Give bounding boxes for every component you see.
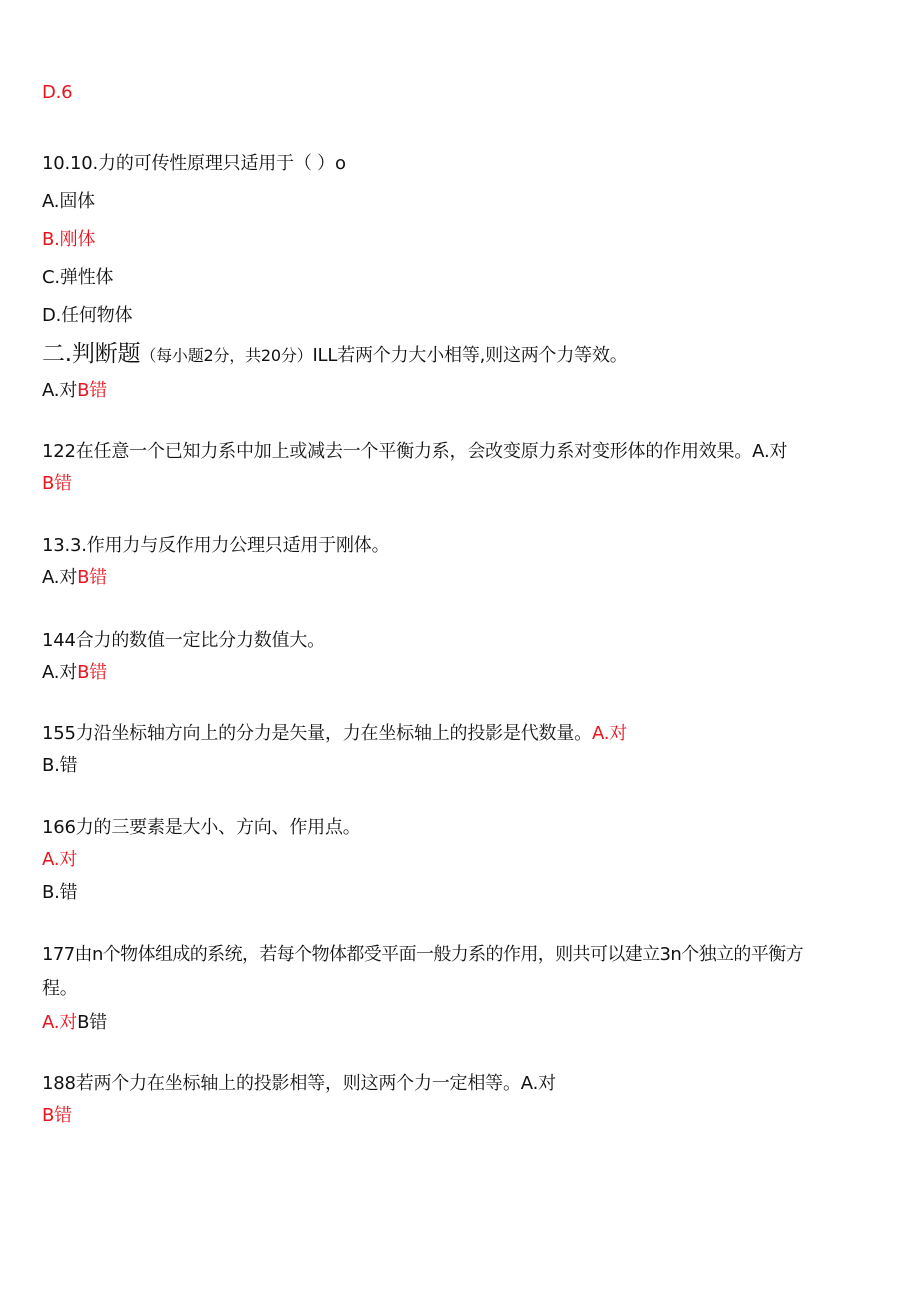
q10-option-b: B.刚体 — [42, 229, 96, 250]
q15-stem-line — [42, 721, 627, 747]
q12-option-b: B错 — [42, 473, 72, 494]
section-note: （每小题2分，共20分） — [140, 346, 313, 365]
section-heading-line — [42, 341, 628, 369]
q11-option-b: B错 — [77, 380, 108, 401]
q11-option-a: A.对 — [42, 380, 78, 401]
q10-stem: 10.10.力的可传性原理只适用于（ ）o — [42, 153, 346, 174]
q10-option-a: A.固体 — [42, 191, 95, 212]
q18-stem-line — [42, 1071, 556, 1097]
q13-stem: 13.3.作用力与反作用力公理只适用于刚体。 — [42, 535, 390, 556]
q18-option-b: B错 — [42, 1105, 72, 1126]
q16-stem: 166力的三要素是大小、方向、作用点。 — [42, 817, 361, 838]
q15-stem: 155力沿坐标轴方向上的分力是矢量，力在坐标轴上的投影是代数量。 — [42, 723, 592, 744]
q17-option-a: A.对 — [42, 1012, 78, 1033]
q15-option-b: B.错 — [42, 755, 78, 776]
q13-option-a: A.对 — [42, 567, 78, 588]
q16-option-b: B.错 — [42, 882, 78, 903]
q17-stem-line2: 程。 — [42, 978, 78, 999]
q14-option-b: B错 — [77, 662, 108, 683]
q16-option-a: A.对 — [42, 849, 78, 870]
q14-option-a: A.对 — [42, 662, 78, 683]
q18-stem: 188若两个力在坐标轴上的投影相等，则这两个力一定相等。 — [42, 1073, 521, 1094]
q12-option-a: A.对 — [752, 441, 788, 462]
q11-options — [42, 378, 107, 404]
q17-stem-line1: 177由n个物体组成的系统，若每个物体都受平面一般力系的作用，则共可以建立3n个独立的平衡方 — [42, 944, 804, 965]
q13-option-b: B错 — [77, 567, 108, 588]
q12-stem-line — [42, 439, 787, 465]
q14-stem: 144合力的数值一定比分力数值大。 — [42, 630, 325, 651]
q18-option-a: A.对 — [520, 1073, 556, 1094]
q17-options — [42, 1010, 107, 1036]
section-title: 二.判断题 — [42, 341, 141, 367]
q14-options — [42, 660, 107, 686]
q17-option-b: B错 — [77, 1012, 108, 1033]
q10-option-d: D.任何物体 — [42, 305, 133, 326]
q12-stem: 122在任意一个已知力系中加上或减去一个平衡力系，会改变原力系对变形体的作用效果。 — [42, 441, 753, 462]
q10-option-c: C.弹性体 — [42, 267, 114, 288]
q13-options — [42, 565, 107, 591]
q15-option-a: A.对 — [591, 723, 628, 744]
q9-option-d: D.6 — [42, 82, 73, 103]
q11-stem: ILL若两个力大小相等,则这两个力等效。 — [312, 345, 628, 366]
